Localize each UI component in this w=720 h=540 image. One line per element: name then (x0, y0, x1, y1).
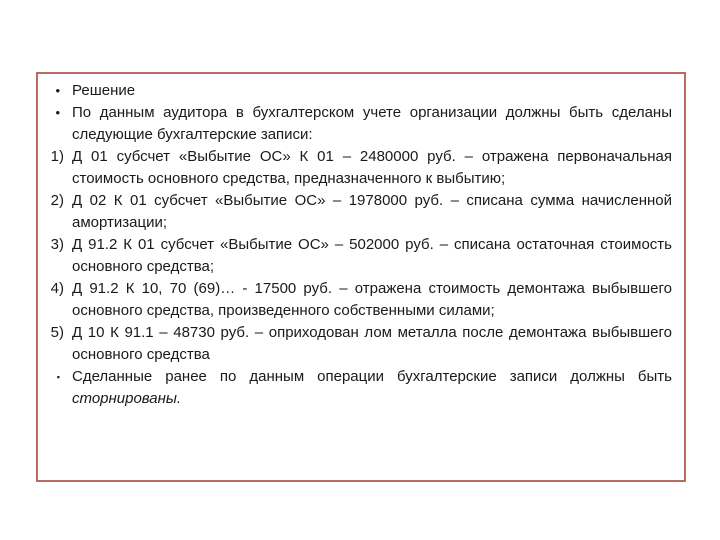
entry-text: Д 91.2 К 10, 70 (69)… - 17500 руб. – отражена стоимость демонтажа выбывшего основного средства, произведенного собственными силами; (72, 280, 672, 319)
entry-number: 2) (50, 192, 64, 209)
entry-text: Д 10 К 91.1 – 48730 руб. – оприходован лом металла после демонтажа выбывшего основного средства (72, 324, 672, 363)
entry-number: 5) (50, 324, 64, 341)
list-item-entry-2 (38, 190, 684, 234)
list-item-entry-1 (38, 146, 684, 190)
solution-list (38, 80, 684, 410)
square-bullet-icon: ▪ (56, 372, 60, 382)
list-item-heading (38, 80, 684, 102)
bullet-icon: • (55, 83, 60, 98)
list-item-intro (38, 102, 684, 146)
entry-text: Д 02 К 01 субсчет «Выбытие ОС» – 1978000 руб. – списана сумма начисленной амортизации; (72, 192, 672, 231)
solution-heading: Решение (72, 82, 136, 99)
entry-text: Д 01 субсчет «Выбытие ОС» К 01 – 2480000 руб. – отражена первоначальная стоимость основного средства, предназначенного к выбытию; (72, 148, 672, 187)
conclusion-text: Сделанные ранее по данным операции бухгалтерские записи должны быть (72, 368, 672, 385)
entry-number: 3) (50, 236, 64, 253)
list-item-conclusion (38, 366, 684, 410)
bullet-icon: • (55, 105, 60, 120)
conclusion-italic-text: сторнированы. (72, 390, 182, 407)
entry-text: Д 91.2 К 01 субсчет «Выбытие ОС» – 502000 руб. – списана остаточная стоимость основного средства; (72, 236, 672, 275)
content-frame (36, 72, 686, 482)
list-item-entry-4 (38, 278, 684, 322)
list-item-entry-3 (38, 234, 684, 278)
intro-text: По данным аудитора в бухгалтерском учете организации должны быть сделаны следующие бухгалтерские записи: (72, 104, 672, 143)
list-item-entry-5 (38, 322, 684, 366)
entry-number: 4) (50, 280, 64, 297)
entry-number: 1) (50, 148, 64, 165)
